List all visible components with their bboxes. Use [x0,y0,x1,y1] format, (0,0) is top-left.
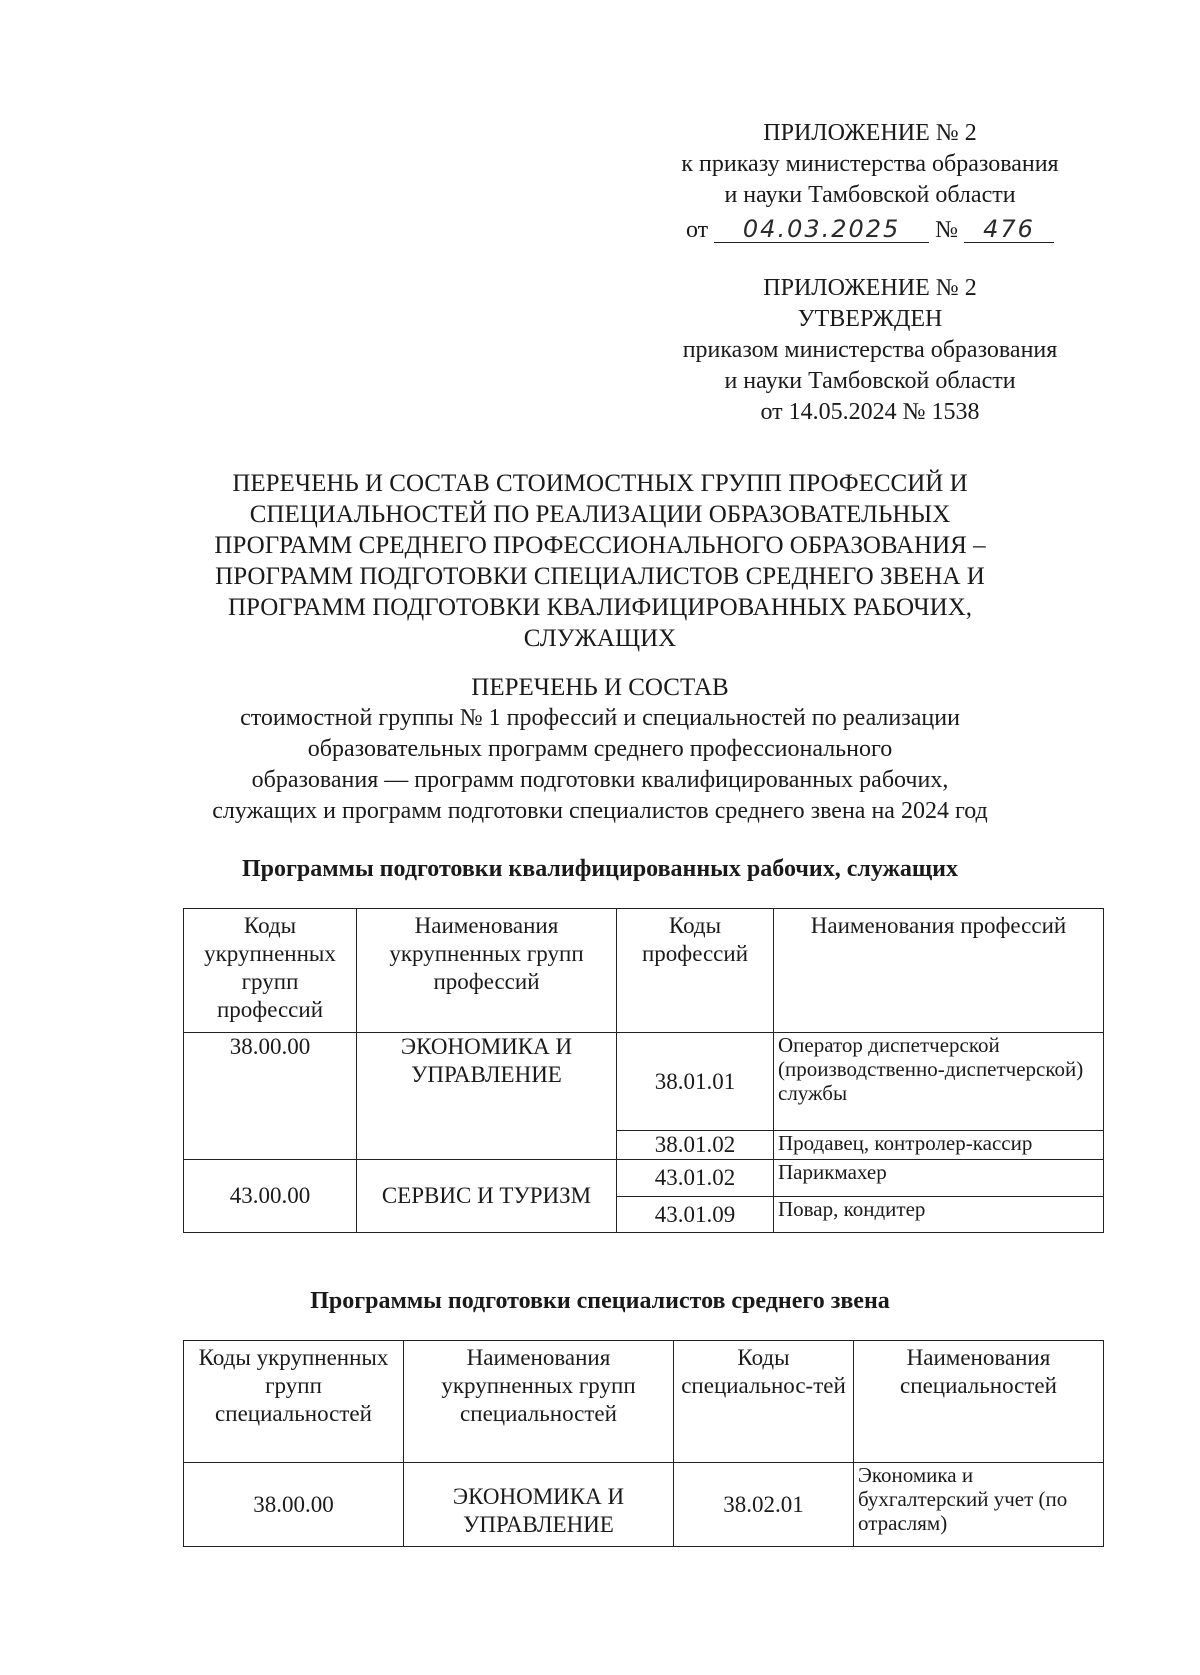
main-title-line: СЛУЖАЩИХ [523,625,677,652]
table-header-row [184,1341,1104,1463]
section-heading-specialists: Программы подготовки специалистов среднего звена [310,1288,890,1314]
number-label: № [935,217,959,243]
subtitle-line: образовательных программ среднего профессионального [307,736,893,762]
header-group-names: Наименования укрупненных групп профессий [357,909,617,1033]
appendix-title: ПРИЛОЖЕНИЕ № 2 [763,120,977,146]
profession-code-cell: 43.01.09 [617,1197,774,1233]
document-subtitle [0,672,1200,827]
group-code-cell: 38.00.00 [184,1033,357,1160]
table-row [184,1033,1104,1131]
group-code-cell: 38.00.00 [184,1463,404,1547]
approved-label: УТВЕРЖДЕН [797,306,943,332]
table-header-row [184,909,1104,1033]
document-main-title [0,468,1200,654]
table-row [184,1463,1104,1547]
profession-code-cell: 38.01.01 [617,1033,774,1131]
profession-name-cell: Продавец, контролер-кассир [774,1131,1104,1160]
main-title-line: ПЕРЕЧЕНЬ И СОСТАВ СТОИМОСТНЫХ ГРУПП ПРОФЕССИЙ И [232,470,968,497]
header-group-names: Наименования укрупненных групп специальностей [404,1341,674,1463]
appendix-header-amendment [650,118,1090,246]
table-row [184,1160,1104,1197]
main-title-line: ПРОГРАММ СРЕДНЕГО ПРОФЕССИОНАЛЬНОГО ОБРАЗОВАНИЯ – [214,532,986,559]
group-name-cell: ЭКОНОМИКА И УПРАВЛЕНИЕ [404,1463,674,1547]
group-code-cell: 43.00.00 [184,1160,357,1233]
main-title-line: ПРОГРАММ ПОДГОТОВКИ КВАЛИФИЦИРОВАННЫХ РАБОЧИХ, [227,594,973,621]
header-profession-codes: Коды профессий [617,909,774,1033]
header-specialty-codes: Коды специальнос-тей [674,1341,854,1463]
main-title-line: ПРОГРАММ ПОДГОТОВКИ СПЕЦИАЛИСТОВ СРЕДНЕГО ЗВЕНА И [215,563,985,590]
professions-table [183,908,1104,1233]
approval-order-line-1: приказом министерства образования [682,337,1058,363]
header-profession-names: Наименования профессий [774,909,1104,1033]
subtitle-line: образования — программ подготовки квалифицированных рабочих, [251,767,949,793]
group-name-cell: СЕРВИС И ТУРИЗМ [357,1160,617,1233]
appendix-order-line-2: и науки Тамбовской области [724,182,1016,208]
appendix-title: ПРИЛОЖЕНИЕ № 2 [763,275,977,301]
appendix-date-line [650,215,1090,246]
order-number-handwritten: 476 [964,216,1054,243]
appendix-header-original [650,273,1090,428]
specialty-name-cell: Экономика и бухгалтерский учет (по отраслям) [854,1463,1104,1547]
profession-name-cell: Оператор диспетчерской (производственно-диспетчерской) службы [774,1033,1104,1131]
subtitle-line: стоимостной группы № 1 профессий и специальностей по реализации [240,705,960,731]
approval-order-line-2: и науки Тамбовской области [724,368,1016,394]
specialties-table [183,1340,1104,1547]
order-date-handwritten: 04.03.2025 [714,216,929,243]
appendix-order-line-1: к приказу министерства образования [681,151,1059,177]
main-title-line: СПЕЦИАЛЬНОСТЕЙ ПО РЕАЛИЗАЦИИ ОБРАЗОВАТЕЛЬНЫХ [249,501,951,528]
approval-order-line-3: от 14.05.2024 № 1538 [760,399,980,425]
profession-name-cell: Парикмахер [774,1160,1104,1197]
specialty-code-cell: 38.02.01 [674,1463,854,1547]
subtitle-line: служащих и программ подготовки специалистов среднего звена на 2024 год [212,798,988,824]
profession-name-cell: Повар, кондитер [774,1197,1104,1233]
from-label: от [685,217,709,243]
subtitle-heading: ПЕРЕЧЕНЬ И СОСТАВ [471,674,729,701]
header-group-codes: Коды укрупненных групп специальностей [184,1341,404,1463]
header-group-codes: Коды укрупненных групп профессий [184,909,357,1033]
profession-code-cell: 43.01.02 [617,1160,774,1197]
profession-code-cell: 38.01.02 [617,1131,774,1160]
header-specialty-names: Наименования специальностей [854,1341,1104,1463]
group-name-cell: ЭКОНОМИКА И УПРАВЛЕНИЕ [357,1033,617,1160]
section-heading-workers: Программы подготовки квалифицированных рабочих, служащих [241,856,958,882]
